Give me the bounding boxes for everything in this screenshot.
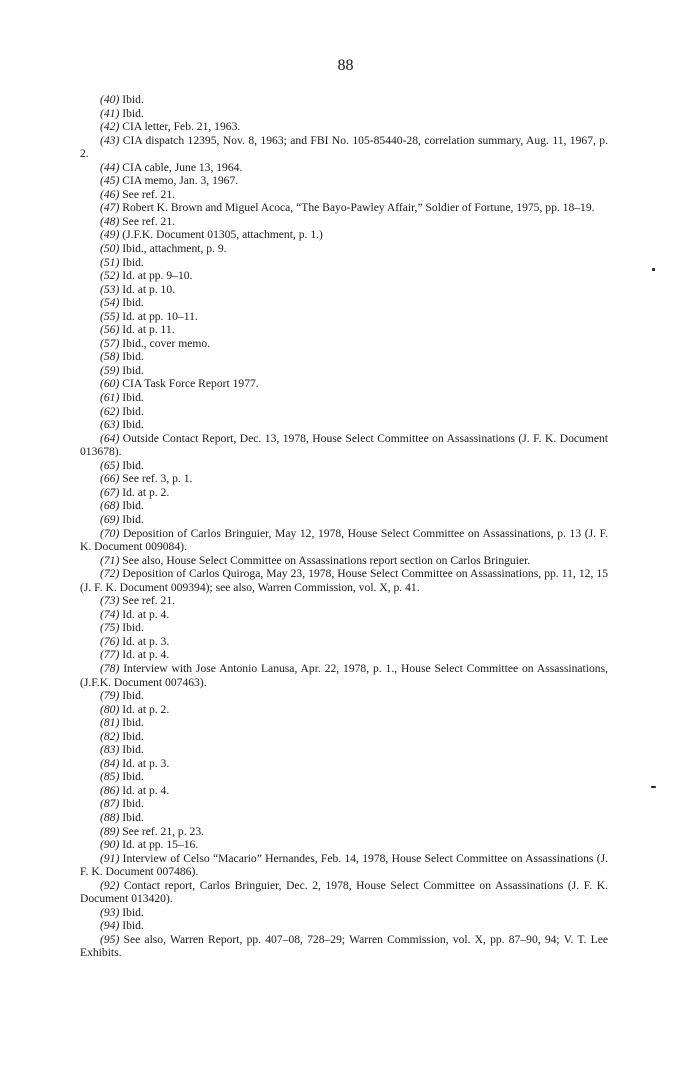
footnote-text: Ibid. <box>122 743 144 757</box>
footnote-number: (68) <box>100 499 120 513</box>
footnote-number: (69) <box>100 512 120 526</box>
footnote-text: CIA letter, Feb. 21, 1963. <box>122 120 241 134</box>
footnote-entry <box>80 635 608 649</box>
footnote-entry <box>80 472 608 486</box>
footnote-number: (45) <box>100 174 120 188</box>
footnote-entry <box>80 513 608 527</box>
footnote-entry <box>80 594 608 608</box>
footnote-entry <box>80 432 608 459</box>
footnote-text: Id. at p. 2. <box>122 485 170 499</box>
footnote-number: (77) <box>100 648 120 662</box>
footnote-number: (76) <box>100 634 120 648</box>
footnote-number: (64) <box>100 431 120 445</box>
footnote-number: (71) <box>100 553 120 567</box>
footnote-number: (82) <box>100 729 120 743</box>
footnote-number: (78) <box>100 661 120 675</box>
footnote-text: Ibid. <box>122 797 144 811</box>
footnote-text: Ibid. <box>122 418 144 432</box>
footnote-number: (81) <box>100 716 120 730</box>
scan-speck <box>652 268 655 271</box>
footnote-number: (83) <box>100 743 120 757</box>
footnote-number: (57) <box>100 336 120 350</box>
footnote-number: (54) <box>100 296 120 310</box>
footnote-number: (51) <box>100 255 120 269</box>
footnote-entry <box>80 757 608 771</box>
footnote-entry <box>80 730 608 744</box>
footnote-number: (62) <box>100 404 120 418</box>
footnote-entry <box>80 93 608 107</box>
footnote-entry <box>80 364 608 378</box>
footnote-number: (42) <box>100 120 120 134</box>
footnote-number: (85) <box>100 770 120 784</box>
footnote-entry <box>80 703 608 717</box>
footnote-entry <box>80 648 608 662</box>
footnote-text: See ref. 21. <box>122 594 176 608</box>
footnote-number: (89) <box>100 824 120 838</box>
footnote-entry <box>80 919 608 933</box>
footnote-number: (48) <box>100 214 120 228</box>
footnote-text: Id. at p. 4. <box>122 607 170 621</box>
footnote-number: (60) <box>100 377 120 391</box>
footnote-number: (79) <box>100 689 120 703</box>
footnote-text: Id. at p. 2. <box>122 702 170 716</box>
footnote-number: (80) <box>100 702 120 716</box>
footnote-number: (44) <box>100 160 120 174</box>
footnote-number: (75) <box>100 621 120 635</box>
footnote-entry <box>80 811 608 825</box>
footnote-entry <box>80 377 608 391</box>
footnote-entry <box>80 228 608 242</box>
footnote-text: Ibid. <box>122 770 144 784</box>
footnote-text: Ibid. <box>122 391 144 405</box>
footnote-entry <box>80 852 608 879</box>
footnote-number: (95) <box>100 932 120 946</box>
footnote-text: Ibid. <box>122 905 144 919</box>
footnote-entry <box>80 689 608 703</box>
footnote-text: Ibid., cover memo. <box>122 336 211 350</box>
footnote-entry <box>80 662 608 689</box>
footnote-text: Interview with Jose Antonio Lanusa, Apr. 22, 1978, p. 1., House Select Committee on Assassinations, (J.F.K. Document 007463). <box>80 661 608 689</box>
footnote-entry <box>80 825 608 839</box>
footnote-entry <box>80 554 608 568</box>
footnote-number: (74) <box>100 607 120 621</box>
footnote-entry <box>80 269 608 283</box>
footnote-text: Ibid. <box>122 689 144 703</box>
footnote-entry <box>80 621 608 635</box>
footnote-entry <box>80 879 608 906</box>
footnote-entry <box>80 174 608 188</box>
footnote-entry <box>80 201 608 215</box>
footnote-text: Interview of Celso “Macario” Hernandes, Feb. 14, 1978, House Select Committee on Assassinations (J. F. K. Document 007486). <box>80 851 608 879</box>
footnote-text: Ibid. <box>122 716 144 730</box>
footnote-text: Ibid. <box>122 93 144 106</box>
footnote-entry <box>80 323 608 337</box>
footnote-text: Ibid. <box>122 363 144 377</box>
footnote-entry <box>80 527 608 554</box>
footnote-text: Outside Contact Report, Dec. 13, 1978, House Select Committee on Assassinations (J. F. K. Document 013678). <box>80 431 608 459</box>
footnote-text: Ibid. <box>122 458 144 472</box>
footnote-entry <box>80 120 608 134</box>
footnote-text: Contact report, Carlos Bringuier, Dec. 2, 1978, House Select Committee on Assassinations (J. F. K. Document 013420). <box>80 878 608 906</box>
footnote-number: (94) <box>100 919 120 933</box>
footnote-text: CIA memo, Jan. 3, 1967. <box>122 174 239 188</box>
footnote-number: (84) <box>100 756 120 770</box>
footnote-number: (86) <box>100 783 120 797</box>
footnote-entry <box>80 350 608 364</box>
footnote-text: See also, House Select Committee on Assassinations report section on Carlos Bringuier. <box>122 553 531 567</box>
footnote-number: (55) <box>100 309 120 323</box>
footnote-number: (72) <box>100 567 120 581</box>
footnote-text: Id. at pp. 10–11. <box>122 309 198 323</box>
footnote-entry <box>80 567 608 594</box>
footnote-entry <box>80 608 608 622</box>
footnote-text: Ibid. <box>122 404 144 418</box>
footnote-text: Ibid., attachment, p. 9. <box>122 242 227 256</box>
footnote-entry <box>80 797 608 811</box>
footnote-text: Id. at p. 4. <box>122 648 170 662</box>
footnote-text: See ref. 21, p. 23. <box>122 824 205 838</box>
footnote-number: (70) <box>100 526 120 540</box>
footnote-entry <box>80 499 608 513</box>
footnote-entry <box>80 838 608 852</box>
footnote-entry <box>80 770 608 784</box>
footnote-number: (46) <box>100 187 120 201</box>
footnote-entry <box>80 337 608 351</box>
footnote-text: Id. at p. 3. <box>122 756 170 770</box>
footnote-entry <box>80 107 608 121</box>
footnote-number: (40) <box>100 93 120 106</box>
footnote-text: Id. at p. 3. <box>122 634 170 648</box>
footnote-text: Deposition of Carlos Quiroga, May 23, 1978, House Select Committee on Assassinations, pp. 11, 12, 15 (J. F. K. Document 009394); see also, Warren Commission, vol. X, p. 41. <box>80 567 608 594</box>
footnote-entry <box>80 486 608 500</box>
footnote-number: (58) <box>100 350 120 364</box>
footnote-number: (88) <box>100 810 120 824</box>
footnote-number: (53) <box>100 282 120 296</box>
footnote-number: (47) <box>100 201 120 215</box>
footnote-entry <box>80 283 608 297</box>
footnote-text: Deposition of Carlos Bringuier, May 12, 1978, House Select Committee on Assassinations, p. 13 (J. F. K. Document 009084). <box>80 526 609 554</box>
footnote-text: (J.F.K. Document 01305, attachment, p. 1.) <box>122 228 323 242</box>
footnote-entry <box>80 933 608 960</box>
footnote-entry <box>80 743 608 757</box>
footnote-text: Id. at p. 10. <box>122 282 176 296</box>
footnote-text: See ref. 3, p. 1. <box>122 472 193 486</box>
footnote-entry <box>80 391 608 405</box>
footnote-entry <box>80 256 608 270</box>
page-number: 88 <box>337 57 354 74</box>
footnote-text: See ref. 21. <box>122 214 176 228</box>
footnote-entry <box>80 215 608 229</box>
footnote-text: Ibid. <box>122 296 144 310</box>
footnote-text: Ibid. <box>122 919 144 933</box>
footnote-entry <box>80 459 608 473</box>
footnote-number: (49) <box>100 228 120 242</box>
footnote-entry <box>80 716 608 730</box>
footnote-entry <box>80 418 608 432</box>
footnote-text: Id. at p. 4. <box>122 783 170 797</box>
footnote-text: Ibid. <box>122 729 144 743</box>
footnote-number: (90) <box>100 838 120 852</box>
footnote-entry <box>80 405 608 419</box>
footnote-text: See also, Warren Report, pp. 407–08, 728–29; Warren Commission, vol. X, pp. 87–90, 94; V. T. Lee Exhibits. <box>80 932 609 960</box>
footnote-text: Ibid. <box>122 255 144 269</box>
footnote-number: (65) <box>100 458 120 472</box>
footnote-entry <box>80 310 608 324</box>
footnote-number: (63) <box>100 418 120 432</box>
footnote-number: (91) <box>100 851 120 865</box>
footnote-number: (87) <box>100 797 120 811</box>
footnote-entry <box>80 784 608 798</box>
footnote-number: (93) <box>100 905 120 919</box>
footnote-text: Robert K. Brown and Miguel Acoca, “The Bayo-Pawley Affair,” Soldier of Fortune, 1975, pp. 18–19. <box>122 201 595 215</box>
footnote-number: (43) <box>100 133 120 147</box>
footnote-list <box>80 93 608 960</box>
footnote-text: See ref. 21. <box>122 187 176 201</box>
footnote-text: Ibid. <box>122 499 144 513</box>
footnote-entry <box>80 242 608 256</box>
footnote-number: (73) <box>100 594 120 608</box>
footnote-text: Id. at pp. 9–10. <box>122 269 193 283</box>
footnote-number: (67) <box>100 485 120 499</box>
footnote-text: Ibid. <box>122 621 144 635</box>
footnote-number: (59) <box>100 363 120 377</box>
footnote-text: Ibid. <box>122 810 144 824</box>
footnote-number: (56) <box>100 323 120 337</box>
footnote-entry <box>80 161 608 175</box>
footnote-text: CIA cable, June 13, 1964. <box>122 160 243 174</box>
footnote-text: Ibid. <box>122 350 144 364</box>
footnote-entry <box>80 296 608 310</box>
footnote-number: (66) <box>100 472 120 486</box>
footnote-text: Ibid. <box>122 512 144 526</box>
footnote-text: CIA dispatch 12395, Nov. 8, 1963; and FBI No. 105-85440-28, correlation summary, Aug. 11, 1967, p. 2. <box>80 133 608 161</box>
footnote-text: CIA Task Force Report 1977. <box>122 377 259 391</box>
footnote-number: (41) <box>100 106 120 120</box>
footnote-text: Ibid. <box>122 106 144 120</box>
footnote-number: (61) <box>100 391 120 405</box>
footnote-entry <box>80 134 608 161</box>
scan-speck <box>651 786 656 788</box>
footnote-entry <box>80 906 608 920</box>
footnote-text: Id. at p. 11. <box>122 323 175 337</box>
footnote-number: (92) <box>100 878 120 892</box>
footnote-entry <box>80 188 608 202</box>
footnote-number: (52) <box>100 269 120 283</box>
footnote-number: (50) <box>100 242 120 256</box>
footnote-text: Id. at pp. 15–16. <box>122 838 199 852</box>
